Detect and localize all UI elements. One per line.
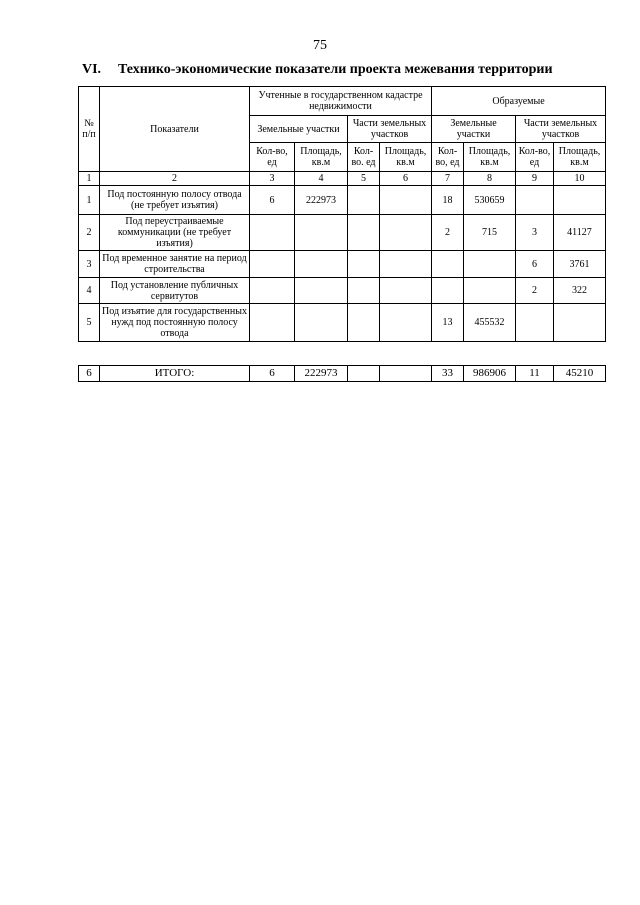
row-label: Под переустраиваемые коммуникации (не требует изъятия) bbox=[100, 215, 250, 251]
row-label: Под постоянную полосу отвода (не требует изъятия) bbox=[100, 186, 250, 215]
total-label: ИТОГО: bbox=[100, 366, 250, 382]
cell-count: 6 bbox=[516, 251, 554, 278]
column-number: 4 bbox=[295, 172, 348, 186]
cell-count bbox=[432, 251, 464, 278]
cell-area bbox=[380, 186, 432, 215]
cell-count bbox=[516, 186, 554, 215]
cell-count bbox=[250, 304, 295, 342]
column-number-row bbox=[79, 172, 606, 186]
cell-area bbox=[295, 304, 348, 342]
total-area: 986906 bbox=[464, 366, 516, 382]
column-number: 6 bbox=[380, 172, 432, 186]
cell-count bbox=[348, 215, 380, 251]
cell-count bbox=[348, 251, 380, 278]
cell-area bbox=[380, 251, 432, 278]
cell-count: 18 bbox=[432, 186, 464, 215]
cell-area bbox=[295, 251, 348, 278]
total-count bbox=[348, 366, 380, 382]
cell-count bbox=[516, 304, 554, 342]
total-area bbox=[380, 366, 432, 382]
total-num: 6 bbox=[79, 366, 100, 382]
total-area: 222973 bbox=[295, 366, 348, 382]
header-area: Площадь, кв.м bbox=[554, 143, 606, 172]
cell-count bbox=[250, 251, 295, 278]
cell-count: 3 bbox=[516, 215, 554, 251]
column-number: 1 bbox=[79, 172, 100, 186]
cell-count: 2 bbox=[432, 215, 464, 251]
header-plot-parts: Части земельных участков bbox=[348, 116, 432, 143]
column-number: 3 bbox=[250, 172, 295, 186]
header-registered: Учтенные в государственном кадастре недвижимости bbox=[250, 87, 432, 116]
total-count: 11 bbox=[516, 366, 554, 382]
row-num: 1 bbox=[79, 186, 100, 215]
cell-area bbox=[380, 215, 432, 251]
cell-area: 222973 bbox=[295, 186, 348, 215]
cell-area: 455532 bbox=[464, 304, 516, 342]
cell-count bbox=[432, 278, 464, 304]
total-count: 6 bbox=[250, 366, 295, 382]
cell-area bbox=[295, 215, 348, 251]
cell-area: 41127 bbox=[554, 215, 606, 251]
table-row bbox=[79, 251, 606, 278]
header-count: Кол-во. ед bbox=[348, 143, 380, 172]
header-area: Площадь, кв.м bbox=[380, 143, 432, 172]
header-count: Кол-во, ед bbox=[432, 143, 464, 172]
header-indicators: Показатели bbox=[100, 87, 250, 172]
header-count: Кол-во, ед bbox=[250, 143, 295, 172]
section-title-text: Технико-экономические показатели проекта межевания территории bbox=[118, 62, 553, 77]
column-number: 2 bbox=[100, 172, 250, 186]
table-row bbox=[79, 186, 606, 215]
row-label: Под временное занятие на период строительства bbox=[100, 251, 250, 278]
cell-count bbox=[348, 304, 380, 342]
cell-count: 2 bbox=[516, 278, 554, 304]
header-plot-parts-formed: Части земельных участков bbox=[516, 116, 606, 143]
cell-count: 13 bbox=[432, 304, 464, 342]
table-row bbox=[79, 304, 606, 342]
total-area: 45210 bbox=[554, 366, 606, 382]
header-area: Площадь, кв.м bbox=[295, 143, 348, 172]
cell-area bbox=[464, 278, 516, 304]
indicators-table bbox=[78, 86, 606, 342]
row-num: 2 bbox=[79, 215, 100, 251]
cell-area: 530659 bbox=[464, 186, 516, 215]
cell-count bbox=[250, 215, 295, 251]
cell-area bbox=[380, 278, 432, 304]
cell-area bbox=[554, 304, 606, 342]
section-number: VI. bbox=[82, 62, 102, 77]
cell-count bbox=[250, 278, 295, 304]
cell-area: 322 bbox=[554, 278, 606, 304]
header-land-plots-formed: Земельные участки bbox=[432, 116, 516, 143]
table-row bbox=[79, 215, 606, 251]
row-label: Под изъятие для государственных нужд под постоянную полосу отвода bbox=[100, 304, 250, 342]
column-number: 8 bbox=[464, 172, 516, 186]
header-land-plots: Земельные участки bbox=[250, 116, 348, 143]
column-number: 5 bbox=[348, 172, 380, 186]
cell-count: 6 bbox=[250, 186, 295, 215]
cell-area bbox=[464, 251, 516, 278]
cell-count bbox=[348, 186, 380, 215]
header-num: № п/п bbox=[79, 87, 100, 172]
total-row bbox=[79, 366, 606, 382]
row-num: 3 bbox=[79, 251, 100, 278]
row-num: 4 bbox=[79, 278, 100, 304]
cell-count bbox=[348, 278, 380, 304]
header-formed: Образуемые bbox=[432, 87, 606, 116]
header-count: Кол-во, ед bbox=[516, 143, 554, 172]
table-row bbox=[79, 278, 606, 304]
cell-area: 3761 bbox=[554, 251, 606, 278]
total-table bbox=[78, 365, 606, 382]
page-number: 75 bbox=[313, 38, 327, 53]
column-number: 10 bbox=[554, 172, 606, 186]
section-title bbox=[82, 62, 553, 78]
column-number: 7 bbox=[432, 172, 464, 186]
cell-area bbox=[295, 278, 348, 304]
header-area: Площадь, кв.м bbox=[464, 143, 516, 172]
column-number: 9 bbox=[516, 172, 554, 186]
cell-area: 715 bbox=[464, 215, 516, 251]
cell-area bbox=[380, 304, 432, 342]
cell-area bbox=[554, 186, 606, 215]
total-count: 33 bbox=[432, 366, 464, 382]
row-label: Под установление публичных сервитутов bbox=[100, 278, 250, 304]
row-num: 5 bbox=[79, 304, 100, 342]
